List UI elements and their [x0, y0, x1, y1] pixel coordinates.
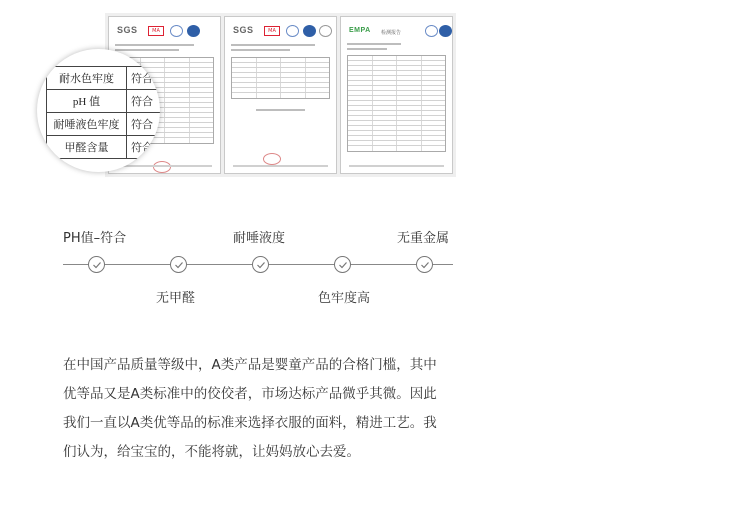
test-item: pH 值	[47, 90, 127, 113]
report-header	[115, 25, 214, 39]
test-item: 耐水色牢度	[47, 67, 127, 90]
sgs-logo: SGS	[117, 25, 138, 35]
report-note-lines	[231, 109, 330, 114]
report-footer	[233, 165, 328, 167]
test-item: 耐唾液色牢度	[47, 113, 127, 136]
magnifier-zoom-circle	[37, 49, 160, 172]
test-result: 符合	[127, 136, 161, 159]
feature-label-ph: PH值–符合	[63, 231, 127, 246]
report-footer	[349, 165, 444, 167]
stamp-icon	[263, 153, 281, 165]
report-table	[347, 55, 446, 152]
test-result: 符合	[127, 67, 161, 90]
ma-badge: MA	[148, 26, 164, 36]
feature-label-heavy-metal: 无重金属	[397, 231, 450, 246]
test-result: 符合	[127, 90, 161, 113]
table-row	[47, 136, 161, 159]
report-info-lines	[347, 43, 446, 53]
feature-label-formaldehyde: 无甲醛	[156, 291, 196, 306]
paragraph-line: 我们一直以A类优等品的标准来选择衣服的面料，精进工艺。我	[63, 415, 437, 431]
feature-label-saliva: 耐唾液度	[233, 231, 286, 246]
report-table	[231, 57, 330, 99]
table-row	[47, 90, 161, 113]
quality-description	[63, 351, 483, 467]
report-info-lines	[115, 44, 214, 54]
paragraph-line: 们认为，给宝宝的，不能将就，让妈妈放心去爱。	[63, 444, 360, 460]
sgs-logo: SGS	[233, 25, 254, 35]
cert-seal-icon	[187, 25, 200, 37]
cert-seal-icon	[319, 25, 332, 37]
report-header	[231, 25, 330, 39]
cert-seal-icon	[303, 25, 316, 37]
paragraph-line: 优等品又是A类标准中的佼佼者，市场达标产品微乎其微。因此	[63, 386, 437, 402]
ma-badge: MA	[264, 26, 280, 36]
feature-label-colorfastness: 色牢度高	[318, 291, 371, 306]
table-row	[47, 113, 161, 136]
test-item: 甲醛含量	[47, 136, 127, 159]
report-info-lines	[231, 44, 330, 54]
check-circle-icon	[170, 256, 187, 273]
stamp-icon	[153, 161, 171, 173]
test-report-document-3	[340, 16, 453, 174]
check-circle-icon	[334, 256, 351, 273]
cert-seal-icon	[439, 25, 452, 37]
check-circle-icon	[88, 256, 105, 273]
test-result: 符合	[127, 113, 161, 136]
empa-logo: EMPA	[349, 27, 371, 34]
magnified-report-table	[46, 66, 160, 159]
cert-seal-icon	[286, 25, 299, 37]
check-circle-icon	[416, 256, 433, 273]
table-row	[47, 67, 161, 90]
paragraph-line: 在中国产品质量等级中，A类产品是婴童产品的合格门槛，其中	[63, 357, 437, 373]
cert-seal-icon	[170, 25, 183, 37]
report-title: 检测报告	[381, 30, 402, 36]
check-circle-icon	[252, 256, 269, 273]
test-report-document-2	[224, 16, 337, 174]
report-footer	[117, 165, 212, 167]
cert-seal-icon	[425, 25, 438, 37]
